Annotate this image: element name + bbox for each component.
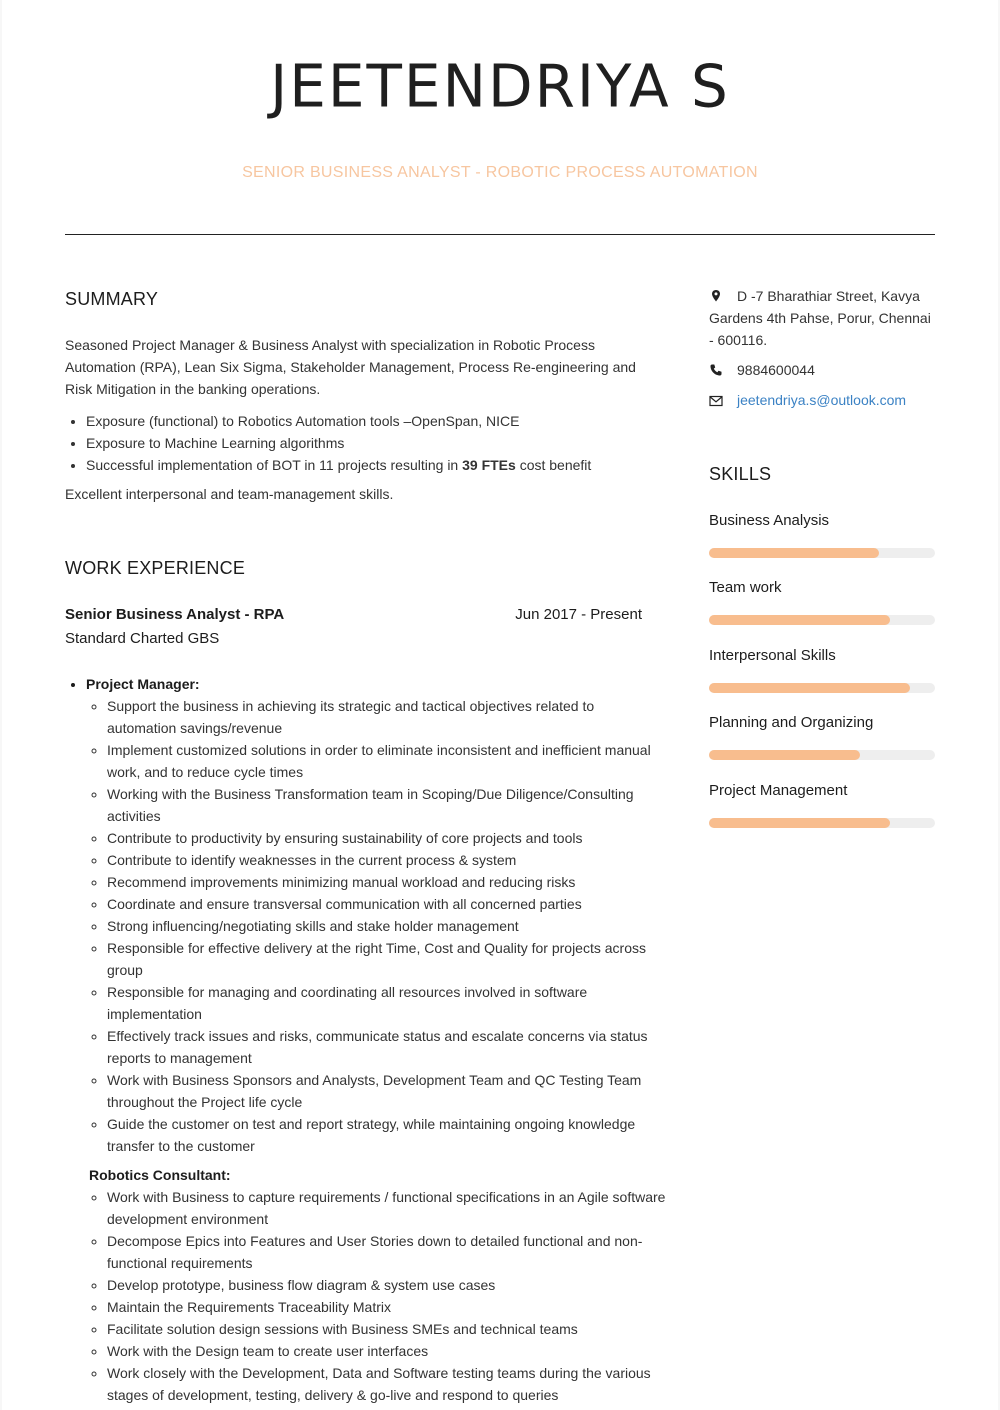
address: [709, 285, 939, 351]
job-title: Senior Business Analyst - RPA: [65, 606, 285, 623]
list-item: ◦ Support the business in achieving its strategic and tactical objectives related to automation savings/revenue: [107, 695, 666, 739]
skill-label: Team work: [709, 579, 782, 596]
list-item: ◦ Effectively track issues and risks, communicate status and escalate concerns via status reports to management: [107, 1025, 666, 1069]
skills-heading: SKILLS: [709, 464, 772, 484]
list-item: ◦ Develop prototype, business flow diagram & system use cases: [107, 1274, 666, 1296]
summary-closing: Excellent interpersonal and team-management skills.: [65, 486, 394, 502]
list-item: ◦ Implement customized solutions in order to eliminate inconsistent and inefficient manual work, and to reduce cycle times: [107, 739, 666, 783]
summary-bullets: [65, 410, 666, 476]
list-item: • Exposure (functional) to Robotics Automation tools –OpenSpan, NICE: [86, 410, 666, 432]
skill-label: Interpersonal Skills: [709, 647, 836, 664]
list-item: ◦ Contribute to productivity by ensuring sustainability of core projects and tools: [107, 827, 666, 849]
list-item: ◦ Guide the customer on test and report strategy, while maintaining ongoing knowledge transfer to the customer: [107, 1113, 666, 1157]
phone-text: 9884600044: [737, 362, 815, 378]
skill-bar: [709, 818, 935, 828]
skill-bar-fill: [709, 683, 910, 693]
email[interactable]: [709, 389, 939, 411]
skill-bar: [709, 548, 935, 558]
skill-bar-fill: [709, 548, 879, 558]
list-item: ◦ Decompose Epics into Features and User Stories down to detailed functional and non-functional requirements: [107, 1230, 666, 1274]
role-heading: Robotics Consultant:: [89, 1167, 231, 1183]
bullet-text: cost benefit: [515, 457, 592, 473]
robotics-consultant-duties: [86, 1186, 666, 1406]
skill-label: Project Management: [709, 782, 848, 799]
email-link[interactable]: jeetendriya.s@outlook.com: [737, 392, 907, 408]
list-item: ◦ Work with the Design team to create user interfaces: [107, 1340, 666, 1362]
phone-icon: [709, 363, 723, 377]
candidate-name: JEETENDRIYA S: [270, 51, 730, 121]
list-item: ◦ Recommend improvements minimizing manual workload and reducing risks: [107, 871, 666, 893]
skill-bar-fill: [709, 615, 890, 625]
resume-page: [2, 0, 998, 1410]
address-text: D -7 Bharathiar Street, Kavya Gardens 4th Pahse, Porur, Chennai - 600116.: [709, 288, 931, 348]
bullet-bold: 39 FTEs: [462, 457, 516, 473]
list-item: ◦ Responsible for managing and coordinating all resources involved in software implementation: [107, 981, 666, 1025]
list-item: ◦ Strong influencing/negotiating skills and stake holder management: [107, 915, 666, 937]
header-divider: [65, 234, 935, 235]
job-date: Jun 2017 - Present: [515, 606, 642, 623]
list-item: [86, 673, 666, 1406]
experience-list: [65, 673, 666, 1406]
list-item: ◦ Responsible for effective delivery at the right Time, Cost and Quality for projects across group: [107, 937, 666, 981]
list-item: ◦ Work with Business to capture requirements / functional specifications in an Agile software development environment: [107, 1186, 666, 1230]
list-item: ◦ Maintain the Requirements Traceability Matrix: [107, 1296, 666, 1318]
list-item: [86, 454, 666, 476]
skill-bar: [709, 683, 935, 693]
summary-paragraph: Seasoned Project Manager & Business Analyst with specialization in Robotic Process Automation (RPA), Lean Six Sigma, Stakeholder Management, Process Re-engineering and Risk Mitigation in the banking operations.: [65, 337, 636, 397]
role-heading: Project Manager:: [86, 676, 200, 692]
skill-bar: [709, 750, 935, 760]
list-item: ◦ Facilitate solution design sessions with Business SMEs and technical teams: [107, 1318, 666, 1340]
work-experience-heading: WORK EXPERIENCE: [65, 558, 246, 578]
envelope-icon: [709, 394, 723, 408]
location-pin-icon: [709, 289, 723, 303]
skill-bar-fill: [709, 818, 890, 828]
list-item: ◦ Contribute to identify weaknesses in the current process & system: [107, 849, 666, 871]
list-item: ◦ Working with the Business Transformation team in Scoping/Due Diligence/Consulting activities: [107, 783, 666, 827]
skill-label: Business Analysis: [709, 512, 830, 529]
list-item: ◦ Work with Business Sponsors and Analysts, Development Team and QC Testing Team throughout the Project life cycle: [107, 1069, 666, 1113]
job-headline: SENIOR BUSINESS ANALYST - ROBOTIC PROCESS AUTOMATION: [242, 164, 758, 181]
skill-bar-fill: [709, 750, 860, 760]
job-company: Standard Charted GBS: [65, 630, 220, 647]
project-manager-duties: [86, 695, 666, 1157]
phone: [709, 359, 939, 381]
skill-bar: [709, 615, 935, 625]
list-item: • Exposure to Machine Learning algorithms: [86, 432, 666, 454]
list-item: ◦ Work closely with the Development, Data and Software testing teams during the various stages of development, testing, delivery & go-live and respond to queries: [107, 1362, 666, 1406]
bullet-text: Successful implementation of BOT in 11 projects resulting in: [86, 457, 463, 473]
summary-heading: SUMMARY: [65, 289, 159, 309]
list-item: ◦ Coordinate and ensure transversal communication with all concerned parties: [107, 893, 666, 915]
skill-label: Planning and Organizing: [709, 714, 874, 731]
